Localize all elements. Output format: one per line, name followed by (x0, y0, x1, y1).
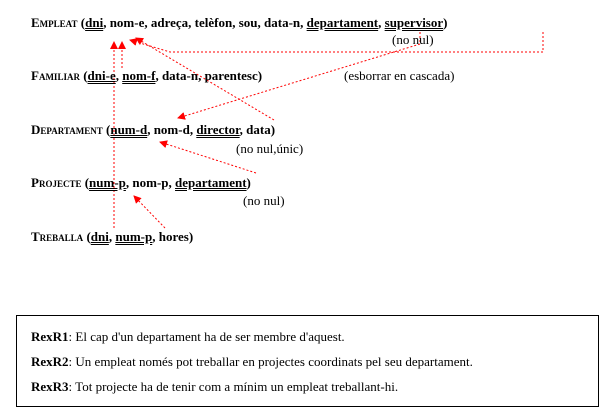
relation-name: Familiar (31, 68, 80, 83)
attr-data-n: data-n (161, 68, 199, 83)
rule-rexr2 (31, 354, 473, 370)
attr-num-d: num-d (110, 122, 148, 137)
attr-parentesc: parentesc (204, 68, 258, 83)
relation-name: Treballa (31, 229, 84, 244)
attr-hores: hores (158, 229, 189, 244)
rules-box (16, 315, 599, 407)
attr-dni-e: dni-e (87, 68, 116, 83)
rule-rexr1 (31, 329, 345, 345)
attr-supervisor: supervisor (384, 15, 444, 30)
attr-departament: departament (175, 175, 247, 190)
attr-nom-p: nom-p (132, 175, 169, 190)
attr-sou: sou (238, 15, 258, 30)
rule-id: RexR1 (31, 329, 69, 344)
relation-empleat: Empleat (dni, nom-e, adreça, telèfon, sou, data-n, departament, supervisor) (31, 15, 448, 30)
attr-nom-d: nom-d (153, 122, 190, 137)
relation-familiar: Familiar (dni-e, nom-f, data-n, parentesc) (31, 68, 263, 83)
note-projecte: (no nul) (243, 193, 285, 208)
attr-num-p: num-p (115, 229, 153, 244)
relation-name: Empleat (31, 15, 78, 30)
rule-rexr3 (31, 379, 398, 395)
attr-telefon: telèfon (194, 15, 233, 30)
relation-departament: Departament (num-d, nom-d, director, data) (31, 122, 276, 137)
rule-text: : El cap d'un departament ha de ser membre d'aquest. (68, 329, 345, 344)
attr-adreca: adreça (150, 15, 189, 30)
attr-dni: dni (90, 229, 109, 244)
note-departament: (no nul,únic) (236, 141, 304, 156)
note-familiar: (esborrar en cascada) (344, 68, 455, 83)
attr-dni: dni (85, 15, 104, 30)
relation-treballa: Treballa (dni, num-p, hores) (31, 229, 194, 244)
rule-text: : Un empleat només pot treballar en projectes coordinats pel seu departament. (68, 354, 473, 369)
attr-nom-e: nom-e (109, 15, 145, 30)
attr-num-p: num-p (89, 175, 126, 190)
relation-name: Departament (31, 122, 103, 137)
rule-text: : Tot projecte ha de tenir com a mínim un empleat treballant-hi. (68, 379, 399, 394)
arrow-supervisor-to-dni (130, 32, 543, 52)
attr-departament: departament (306, 15, 379, 30)
attr-director: director (196, 122, 240, 137)
relation-projecte: Projecte (num-p, nom-p, departament) (31, 175, 251, 190)
attr-data: data (246, 122, 271, 137)
arrow-treballa-nump-to-projecte (134, 196, 165, 228)
rule-id: RexR3 (31, 379, 69, 394)
relation-name: Projecte (31, 175, 82, 190)
attr-data-n: data-n (264, 15, 301, 30)
note-empleat: (no nul) (392, 32, 434, 47)
rule-id: RexR2 (31, 354, 69, 369)
attr-nom-f: nom-f (122, 68, 156, 83)
